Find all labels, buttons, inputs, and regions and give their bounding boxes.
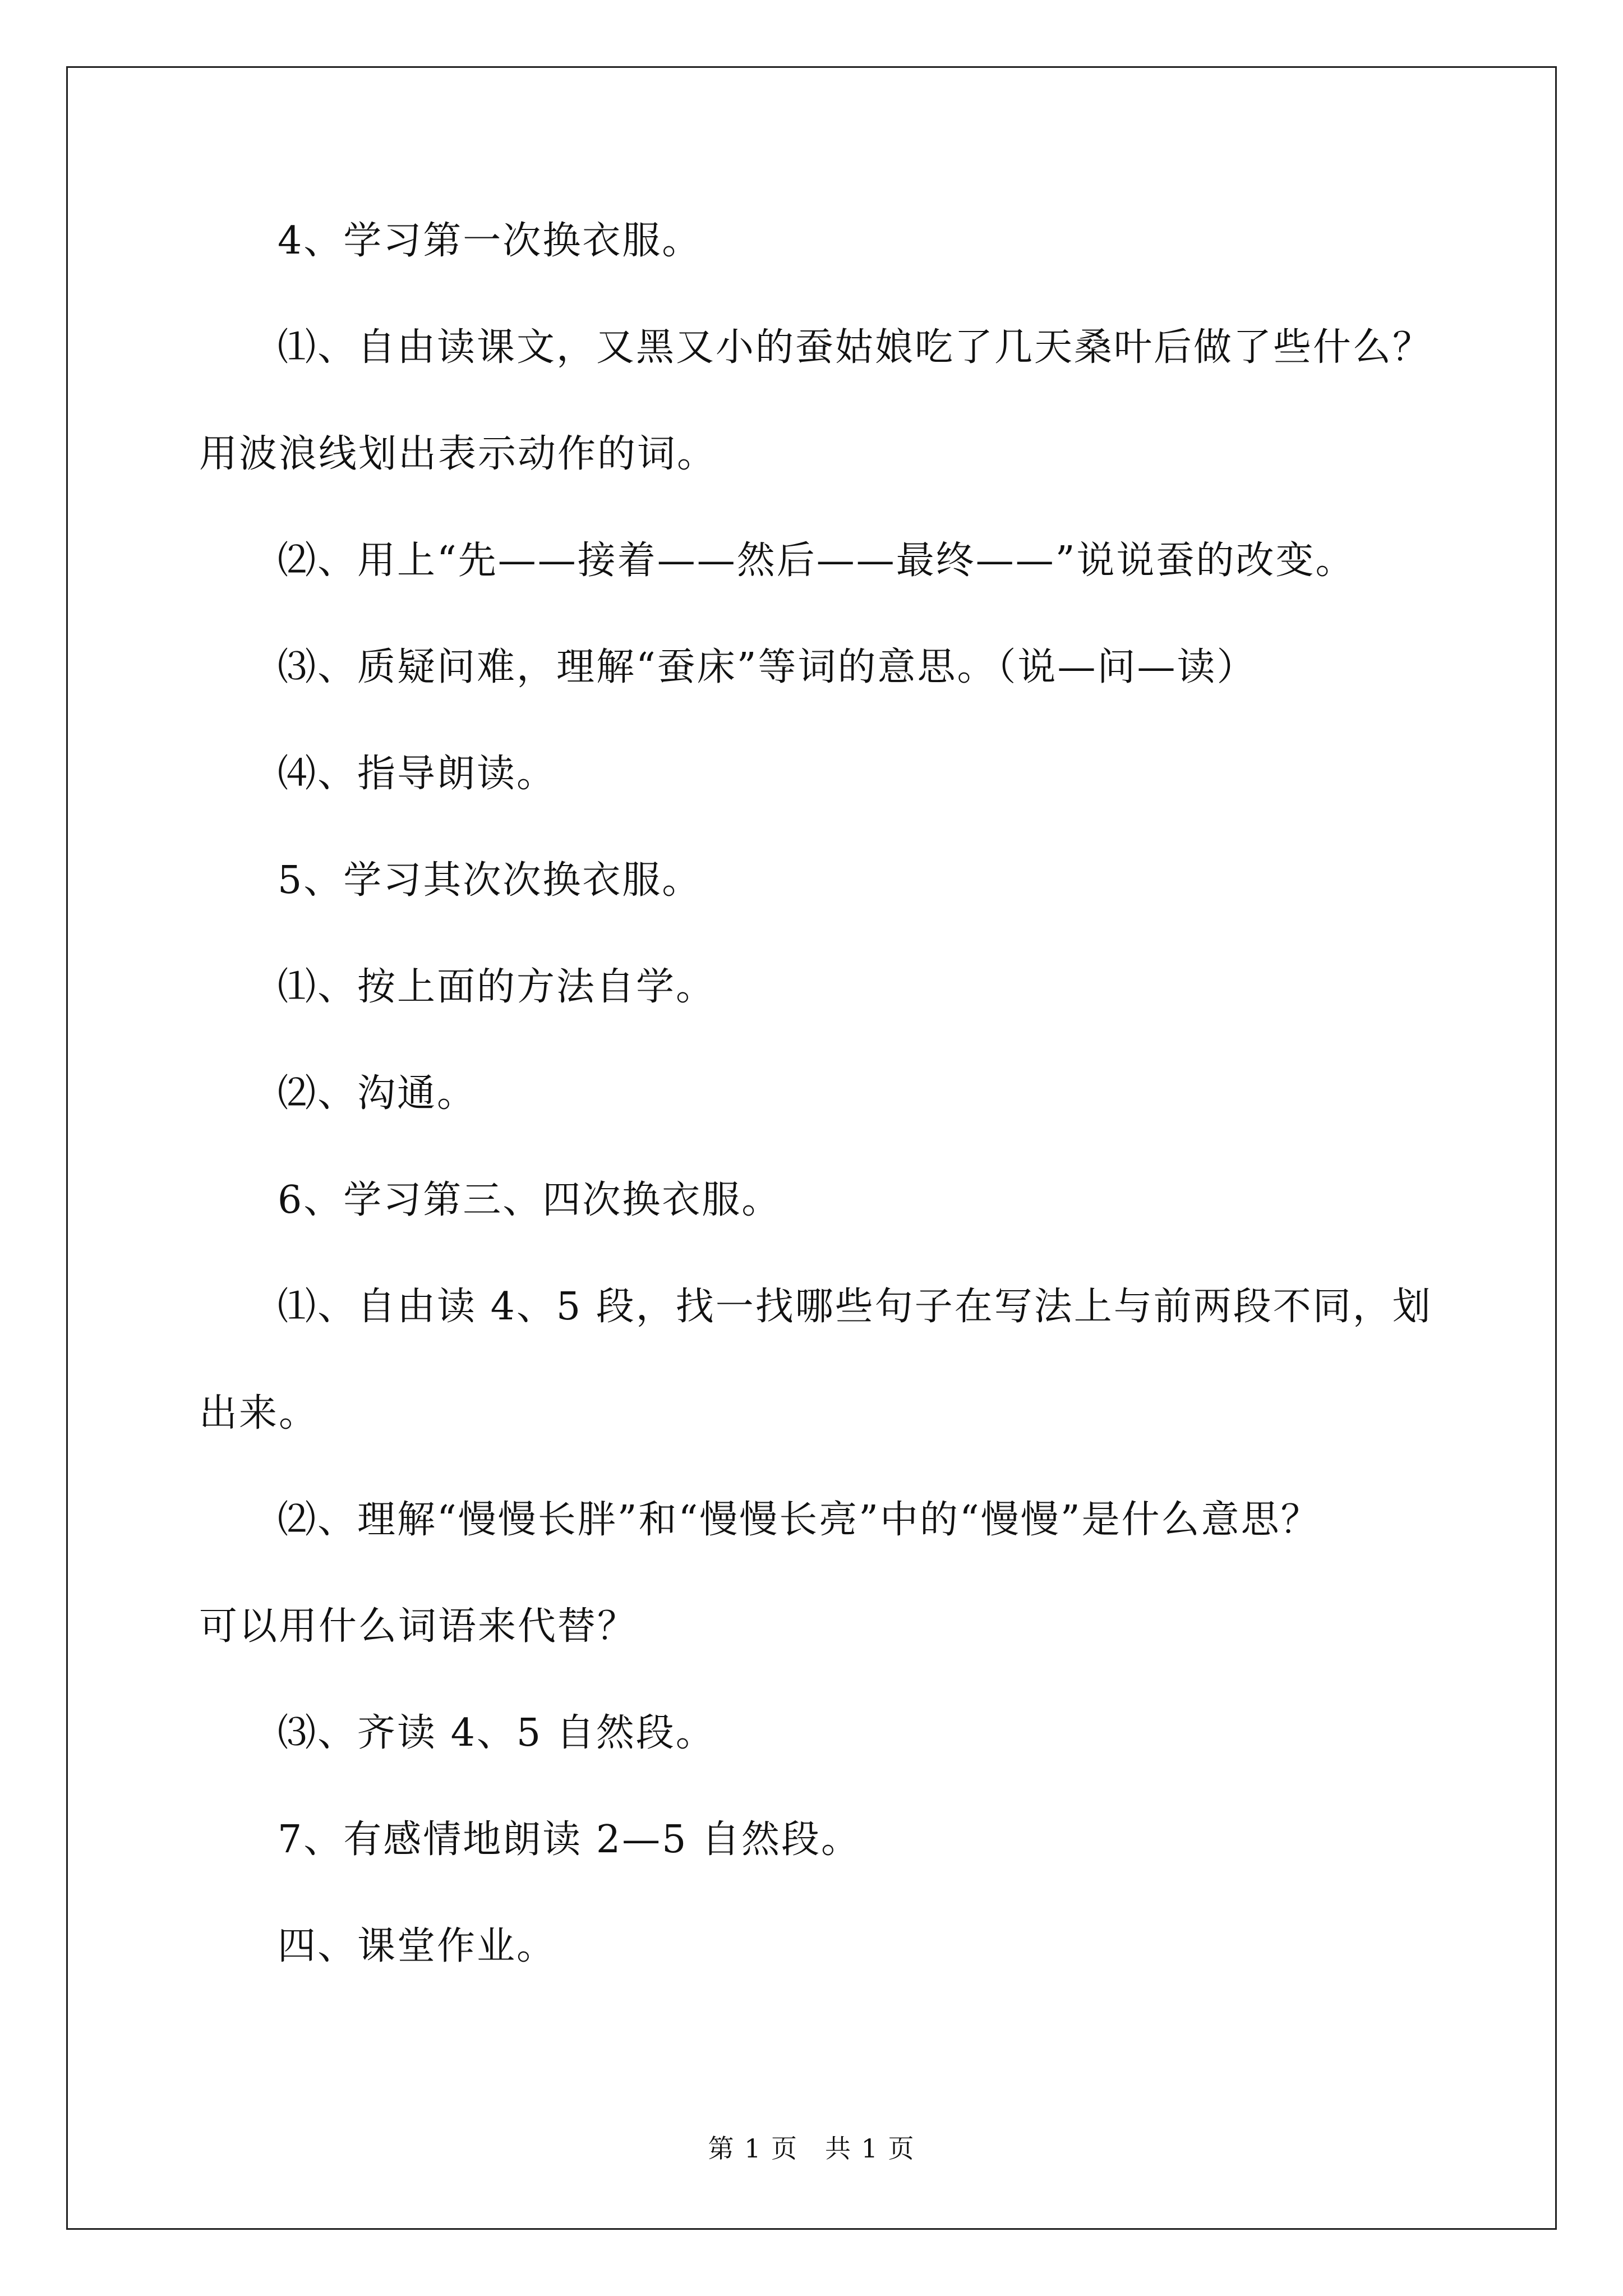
paragraph-line: 5、学习其次次换衣服。 xyxy=(278,858,702,903)
paragraph-line: 用波浪线划出表示动作的词。 xyxy=(199,432,717,476)
paragraph-line: ⑵、用上“先——接着——然后——最终——”说说蚕的改变。 xyxy=(278,539,1355,583)
page-border xyxy=(66,66,1557,2230)
paragraph-line: ⑵、沟通。 xyxy=(278,1071,477,1116)
paragraph-line: ⑵、理解“慢慢长胖”和“慢慢长亮”中的“慢慢”是什么意思？ xyxy=(278,1498,1321,1542)
page-footer: 第 1 页 共 1 页 xyxy=(708,2133,915,2164)
paragraph-line: ⑷、指导朗读。 xyxy=(278,752,557,796)
paragraph-line: ⑶、齐读 4、5 自然段。 xyxy=(278,1711,716,1755)
paragraph-line: ⑴、按上面的方法自学。 xyxy=(278,965,716,1009)
paragraph-line: 四、课堂作业。 xyxy=(278,1924,557,1968)
paragraph-line: 7、有感情地朗读 2—5 自然段。 xyxy=(278,1818,861,1862)
paragraph-line: 6、学习第三、四次换衣服。 xyxy=(278,1178,782,1222)
paragraph-line: 4、学习第一次换衣服。 xyxy=(278,219,702,263)
paragraph-line: ⑶、质疑问难，理解“蚕床”等词的意思。（说—问—读） xyxy=(278,645,1257,689)
paragraph-line: 出来。 xyxy=(199,1391,319,1435)
paragraph-line: ⑴、自由读课文，又黑又小的蚕姑娘吃了几天桑叶后做了些什么？ xyxy=(278,325,1433,370)
paragraph-line: 可以用什么词语来代替？ xyxy=(199,1604,638,1649)
paragraph-line: ⑴、自由读 4、5 段，找一找哪些句子在写法上与前两段不同，划 xyxy=(278,1285,1432,1329)
